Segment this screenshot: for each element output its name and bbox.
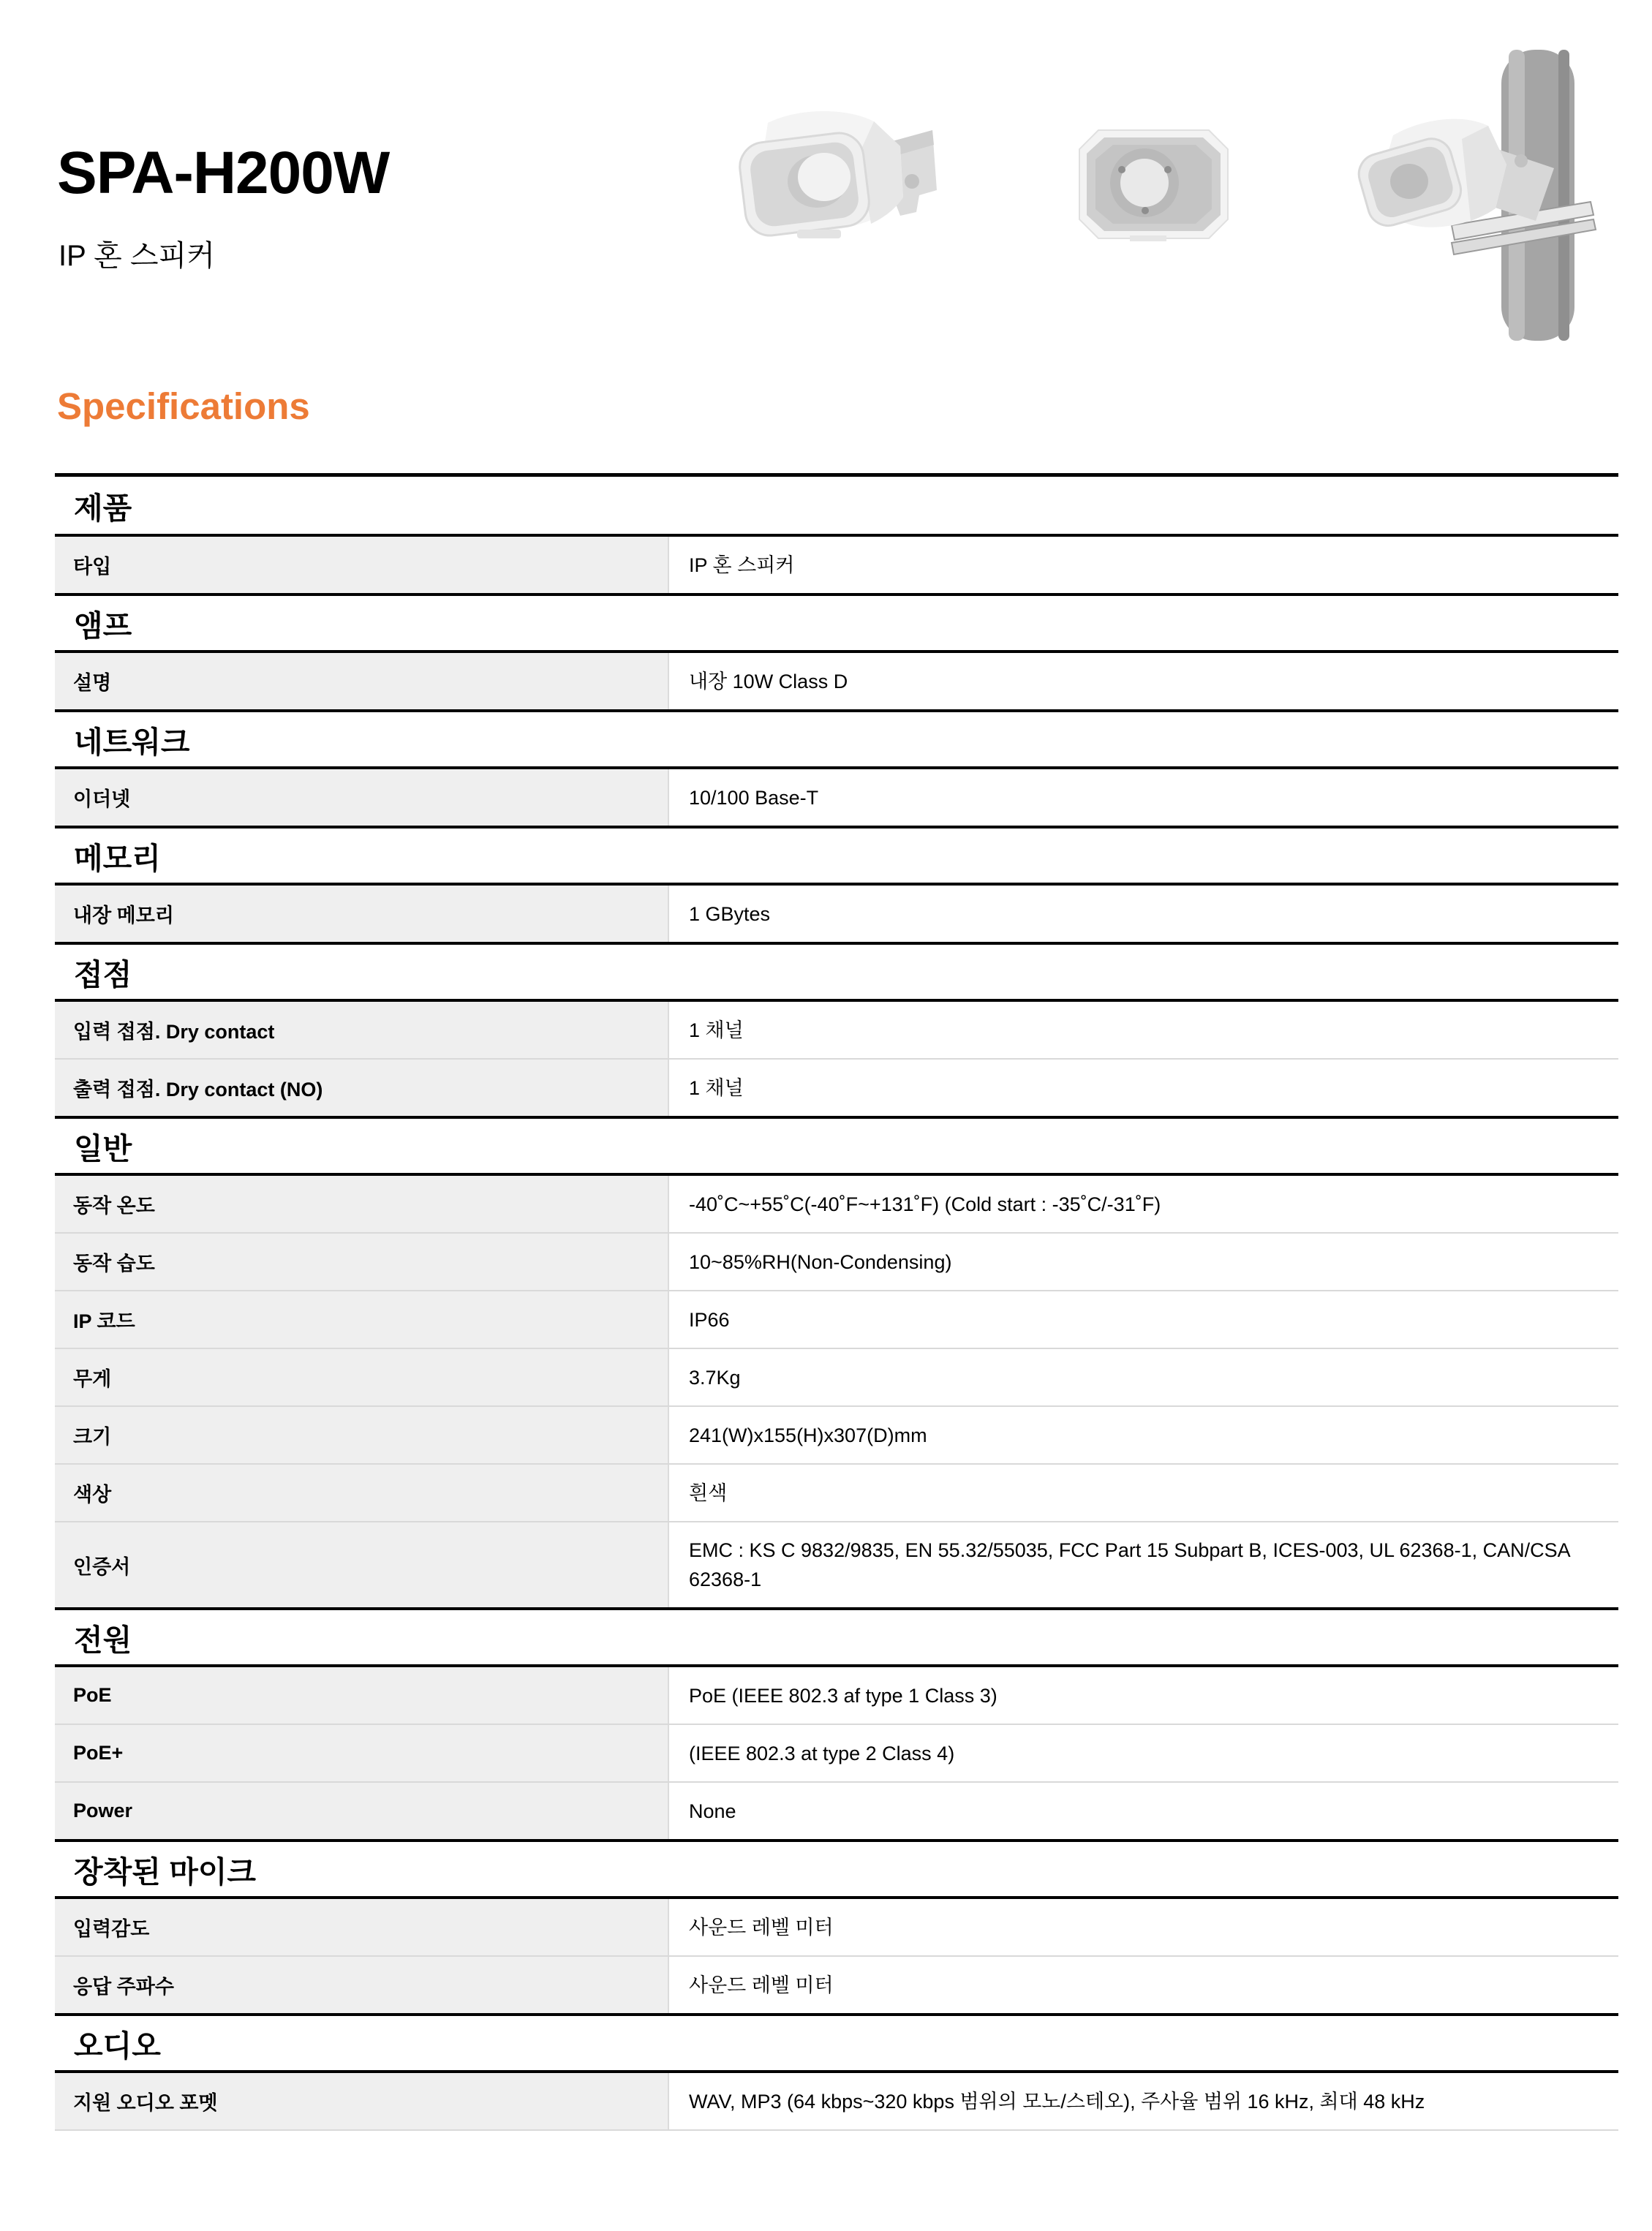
spec-section-header: 일반 <box>55 1116 1618 1176</box>
spec-row <box>55 537 1618 593</box>
spec-row <box>55 1176 1618 1232</box>
spec-row-label: 입력 접점. Dry contact <box>55 1002 669 1058</box>
spec-row-value: 1 채널 <box>689 1019 744 1041</box>
spec-section-header: 장착된 마이크 <box>55 1839 1618 1899</box>
spec-row-value: (IEEE 802.3 at type 2 Class 4) <box>689 1742 955 1764</box>
spec-row-label: 응답 주파수 <box>55 1957 669 2013</box>
spec-section-header: 전원 <box>55 1607 1618 1667</box>
spec-row-value: PoE (IEEE 802.3 af type 1 Class 3) <box>689 1684 997 1707</box>
spec-row-value: 1 채널 <box>689 1076 744 1099</box>
spec-row-value: 10~85%RH(Non-Condensing) <box>689 1250 952 1273</box>
spec-row-label: 무게 <box>55 1349 669 1405</box>
spec-row-label: 출력 접점. Dry contact (NO) <box>55 1060 669 1116</box>
spec-row-label: IP 코드 <box>55 1291 669 1348</box>
spec-row <box>55 769 1618 826</box>
spec-row <box>55 2073 1618 2129</box>
spec-row-label: 타입 <box>55 537 669 593</box>
spec-section-header: 메모리 <box>55 826 1618 886</box>
product-subtitle: IP 혼 스피커 <box>59 240 215 272</box>
spec-row <box>55 1348 1618 1405</box>
spec-section-header: 오디오 <box>55 2013 1618 2073</box>
spec-row-value: WAV, MP3 (64 kbps~320 kbps 범위의 모노/스테오), 주사율 범위 16 kHz, 최대 48 kHz <box>689 2090 1425 2113</box>
spec-row-value: EMC : KS C 9832/9835, EN 55.32/55035, FCC Part 15 Subpart B, ICES-003, UL 62368-1, CAN/CSA 62368-1 <box>689 1539 1570 1590</box>
spec-row <box>55 1724 1618 1781</box>
spec-row <box>55 1899 1618 1955</box>
speaker-pole-image <box>1342 37 1634 347</box>
product-model-title: SPA-H200W <box>57 140 390 206</box>
spec-row-value: 사운드 레벨 미터 <box>689 1974 834 1996</box>
spec-row <box>55 1781 1618 1839</box>
spec-section-header: 앰프 <box>55 593 1618 653</box>
spec-row <box>55 653 1618 709</box>
spec-row <box>55 1232 1618 1290</box>
spec-table <box>55 473 1618 2131</box>
spec-section-header: 네트워크 <box>55 709 1618 769</box>
spec-row-label: 내장 메모리 <box>55 886 669 942</box>
spec-row-label: 동작 습도 <box>55 1234 669 1290</box>
spec-row <box>55 1058 1618 1116</box>
spec-row <box>55 886 1618 942</box>
spec-row <box>55 1290 1618 1348</box>
speaker-front-image <box>1075 126 1232 243</box>
spec-row-value: 내장 10W Class D <box>689 670 848 692</box>
spec-row-label: PoE <box>55 1667 669 1724</box>
spec-row-label: Power <box>55 1783 669 1839</box>
spec-row-label: 인증서 <box>55 1522 669 1607</box>
spec-row-value: 241(W)x155(H)x307(D)mm <box>689 1424 927 1446</box>
spec-row-label: 지원 오디오 포멧 <box>55 2073 669 2129</box>
spec-row-label: 크기 <box>55 1407 669 1463</box>
spec-row <box>55 1955 1618 2013</box>
product-images <box>0 0 1652 366</box>
speaker-angled-image <box>728 102 947 252</box>
spec-row <box>55 1667 1618 1724</box>
spec-row-label: 이더넷 <box>55 769 669 826</box>
spec-section-header: 접점 <box>55 942 1618 1002</box>
spec-row-label: 동작 온도 <box>55 1176 669 1232</box>
spec-row-label: PoE+ <box>55 1725 669 1781</box>
spec-row <box>55 1405 1618 1463</box>
spec-row-value: IP 혼 스피커 <box>689 554 795 576</box>
spec-row-value: None <box>689 1800 736 1822</box>
spec-row-label: 설명 <box>55 653 669 709</box>
spec-row-value: 3.7Kg <box>689 1366 741 1389</box>
spec-row <box>55 1002 1618 1058</box>
spec-row-value: 흰색 <box>689 1481 728 1504</box>
spec-row-value: -40˚C~+55˚C(-40˚F~+131˚F) (Cold start : -35˚C/-31˚F) <box>689 1193 1161 1215</box>
spec-section-header: 제품 <box>55 477 1618 537</box>
spec-row-label: 입력감도 <box>55 1899 669 1955</box>
spec-row <box>55 1463 1618 1521</box>
spec-row <box>55 1521 1618 1607</box>
spec-row-value: IP66 <box>689 1308 730 1331</box>
spec-row-value: 사운드 레벨 미터 <box>689 1916 834 1939</box>
specifications-heading: Specifications <box>57 385 310 427</box>
spec-row-value: 10/100 Base-T <box>689 786 819 809</box>
spec-row-value: 1 GBytes <box>689 902 771 925</box>
spec-row-label: 색상 <box>55 1465 669 1521</box>
